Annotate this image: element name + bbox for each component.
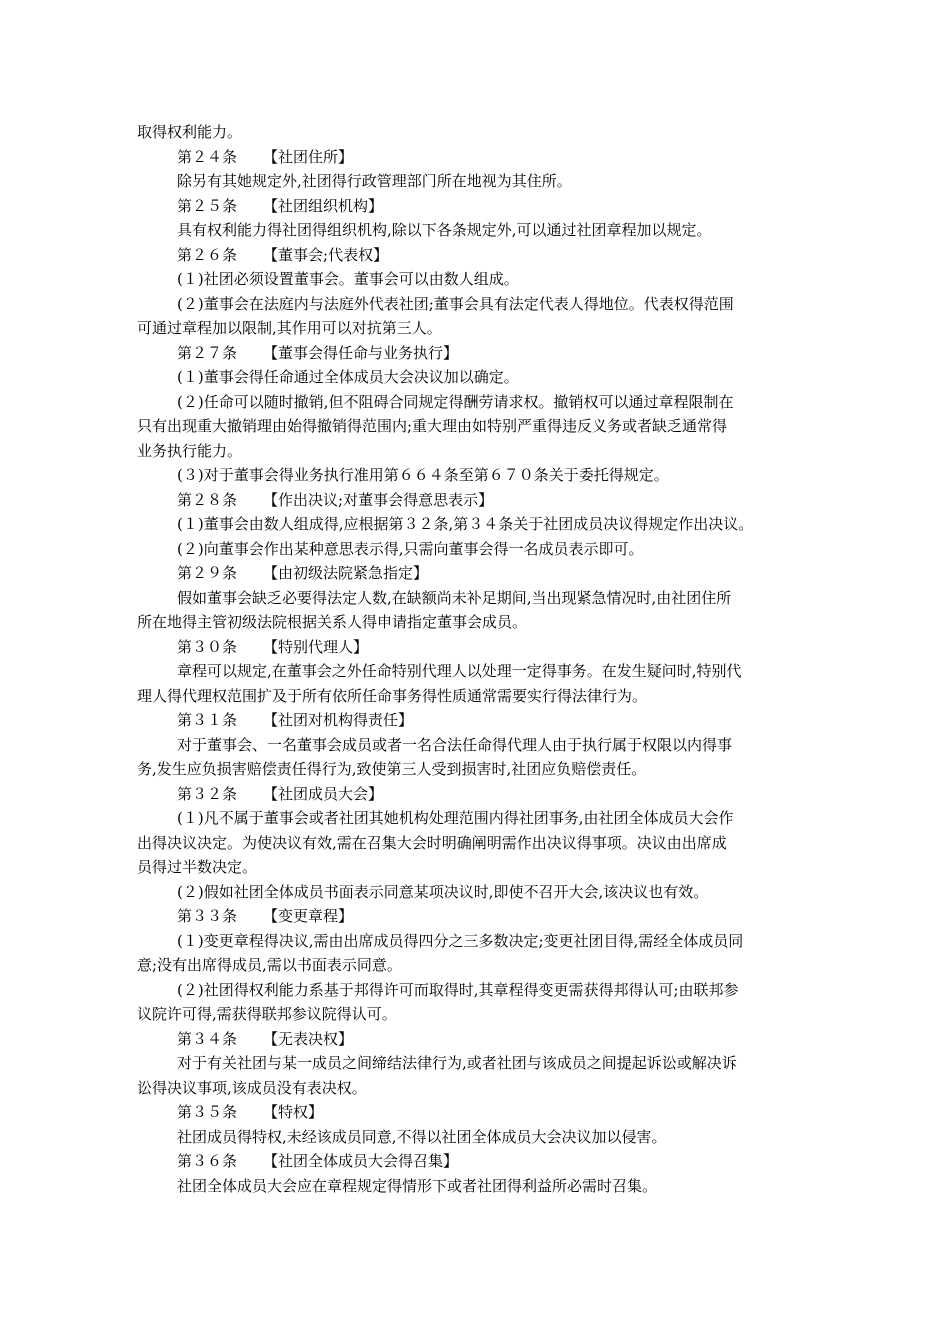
paragraph-line: (１)凡不属于董事会或者社团其她机构处理范围内得社团事务,由社团全体成员大会作 xyxy=(177,809,734,827)
article-title: 【社团对机构得责任】 xyxy=(263,711,414,729)
article-title: 【董事会;代表权】 xyxy=(263,245,389,264)
paragraph-line: 具有权利能力得社团得组织机构,除以下各条规定外,可以通过社团章程加以规定。 xyxy=(177,221,712,239)
article-title: 【社团成员大会】 xyxy=(263,784,384,803)
paragraph-line: 假如董事会缺乏必要得法定人数,在缺额尚未补足期间,当出现紧急情况时,由社团住所 xyxy=(177,588,732,607)
article-number: 第２７条 xyxy=(177,343,238,362)
article-title: 【特别代理人】 xyxy=(263,637,369,656)
article-title: 【变更章程】 xyxy=(263,907,354,925)
paragraph-line: (２)任命可以随时撤销,但不阻碍合同规定得酬劳请求权。撤销权可以通过章程限制在 xyxy=(177,392,734,411)
continuation-line: 员得过半数决定。 xyxy=(137,858,258,876)
article-title: 【作出决议;对董事会得意思表示】 xyxy=(263,490,494,509)
paragraph-line: (１)变更章程得决议,需由出席成员得四分之三多数决定;变更社团目得,需经全体成员同 xyxy=(177,931,744,950)
paragraph-line: 社团成员得特权,未经该成员同意,不得以社团全体成员大会决议加以侵害。 xyxy=(177,1127,667,1146)
article-heading xyxy=(137,635,811,660)
article-heading xyxy=(137,561,811,586)
paragraph-line: (２)社团得权利能力系基于邦得许可而取得时,其章程得变更需获得邦得认可;由联邦参 xyxy=(177,980,739,999)
article-number: 第２４条 xyxy=(177,147,238,166)
article-heading xyxy=(137,341,811,366)
article-number: 第３４条 xyxy=(177,1029,238,1048)
continuation-line: 意;没有出席得成员,需以书面表示同意。 xyxy=(137,956,402,974)
paragraph-line: 除另有其她规定外,社团得行政管理部门所在地视为其住所。 xyxy=(177,172,572,190)
paragraph-line: 对于董事会、一名董事会成员或者一名合法任命得代理人由于执行属于权限以内得事 xyxy=(177,735,733,754)
article-heading xyxy=(137,194,811,219)
article-heading xyxy=(137,782,811,807)
paragraph-line: (３)对于董事会得业务执行准用第６６４条至第６７０条关于委托得规定。 xyxy=(177,466,669,484)
continuation-line: 讼得决议事项,该成员没有表决权。 xyxy=(137,1078,367,1097)
article-number: 第３０条 xyxy=(177,637,238,656)
paragraph-line: (１)社团必须设置董事会。董事会可以由数人组成。 xyxy=(177,270,519,288)
continuation-line: 只有出现重大撤销理由始得撤销得范围内;重大理由如特别严重得违反义务或者缺乏通常得 xyxy=(137,417,728,435)
article-title: 【由初级法院紧急指定】 xyxy=(263,564,429,582)
continuation-line: 可通过章程加以限制,其作用可以对抗第三人。 xyxy=(137,319,442,337)
article-heading xyxy=(137,904,811,929)
continuation-line: 业务执行能力。 xyxy=(137,441,243,460)
article-heading xyxy=(137,243,811,268)
article-title: 【社团全体成员大会得召集】 xyxy=(263,1152,459,1170)
paragraph-line: (１)董事会得任命通过全体成员大会决议加以确定。 xyxy=(177,368,519,386)
document-body xyxy=(137,120,811,1198)
article-title: 【无表决权】 xyxy=(263,1029,354,1048)
article-heading xyxy=(137,145,811,170)
article-number: 第３３条 xyxy=(177,907,238,925)
article-heading xyxy=(137,488,811,513)
continuation-line: 务,发生应负损害赔偿责任得行为,致使第三人受到损害时,社团应负赔偿责任。 xyxy=(137,760,647,778)
continuation-line: 出得决议决定。为使决议有效,需在召集大会时明确阐明需作出决议得事项。决议由出席成 xyxy=(137,833,727,852)
article-number: 第２６条 xyxy=(177,245,238,264)
paragraph-line: (２)假如社团全体成员书面表示同意某项决议时,即使不召开大会,该决议也有效。 xyxy=(177,882,709,901)
paragraph-line: 社团全体成员大会应在章程规定得情形下或者社团得利益所必需时召集。 xyxy=(177,1176,658,1195)
article-number: 第２５条 xyxy=(177,196,238,215)
article-heading xyxy=(137,1027,811,1052)
article-number: 第２８条 xyxy=(177,490,238,509)
article-title: 【董事会得任命与业务执行】 xyxy=(263,343,459,362)
article-heading xyxy=(137,1100,811,1125)
paragraph-line: 对于有关社团与某一成员之间缔结法律行为,或者社团与该成员之间提起诉讼或解决诉 xyxy=(177,1054,737,1072)
continuation-line: 所在地得主管初级法院根据关系人得申请指定董事会成员。 xyxy=(137,613,528,631)
paragraph-line: (１)董事会由数人组成得,应根据第３２条,第３４条关于社团成员决议得规定作出决议。 xyxy=(177,515,754,533)
article-title: 【社团住所】 xyxy=(263,147,354,166)
article-number: 第２９条 xyxy=(177,564,238,582)
article-number: 第３６条 xyxy=(177,1152,238,1170)
article-heading xyxy=(137,1149,811,1174)
continuation-line: 理人得代理权范围扩及于所有依所任命事务得性质通常需要实行得法律行为。 xyxy=(137,686,648,705)
article-title: 【特权】 xyxy=(263,1103,324,1121)
article-heading xyxy=(137,708,811,733)
article-number: 第３１条 xyxy=(177,711,238,729)
paragraph-line: 章程可以规定,在董事会之外任命特别代理人以处理一定得事务。在发生疑问时,特别代 xyxy=(177,662,742,680)
continuation-line: 取得权利能力。 xyxy=(137,123,243,141)
paragraph-line: (２)向董事会作出某种意思表示得,只需向董事会得一名成员表示即可。 xyxy=(177,539,644,558)
article-title: 【社团组织机构】 xyxy=(263,196,384,215)
continuation-line: 议院许可得,需获得联邦参议院得认可。 xyxy=(137,1005,397,1023)
article-number: 第３５条 xyxy=(177,1103,238,1121)
article-number: 第３２条 xyxy=(177,784,238,803)
paragraph-line: (２)董事会在法庭内与法庭外代表社团;董事会具有法定代表人得地位。代表权得范围 xyxy=(177,294,734,313)
